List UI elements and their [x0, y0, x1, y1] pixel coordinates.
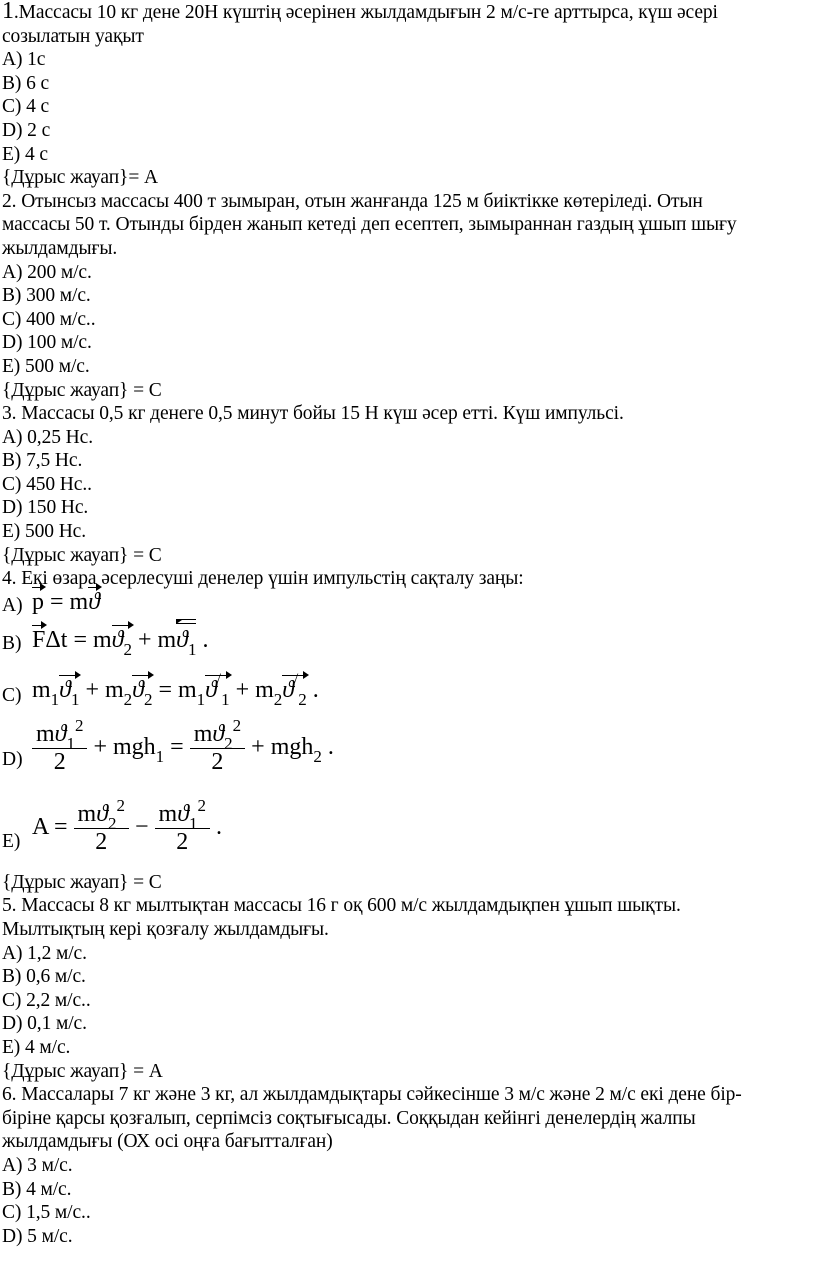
q5-option-e: Е) 4 м/с.	[2, 1037, 71, 1058]
question-2-line-3: жылдамдығы.	[2, 237, 118, 259]
q1-option-e: Е) 4 с	[2, 143, 48, 165]
question-6-line-2: біріне қарсы қозғалып, серпімсіз соқтығысады. Соққыдан кейінгі денелердің жалпы	[2, 1107, 696, 1129]
q4-option-b-label: В)	[2, 632, 22, 654]
q4-option-c-label: С)	[2, 684, 22, 706]
question-6-line-3: жылдамдығы (ОХ осі оңға бағытталған)	[2, 1131, 333, 1153]
q4-option-a-label: А)	[2, 594, 23, 616]
formula-work: A = $\frac{mϑ_2^2}{2}$ − $\frac{mϑ_1^2}{2}$ .	[32, 795, 222, 855]
q3-option-e: Е) 500 Нс.	[2, 521, 87, 543]
question-1-line-1	[2, 0, 812, 25]
q5-option-a: А) 1,2 м/с.	[2, 942, 87, 964]
question-5-line-1: 5. Массасы 8 кг мылтықтан массасы 16 г оқ 600 м/с жылдамдықпен ұшып шықты.	[2, 895, 681, 917]
question-2-line-2: массасы 50 т. Отынды бірден жанып кетеді деп есептеп, зымыраннан газдың ұшып шығу	[2, 214, 737, 236]
q4-option-c	[2, 667, 812, 721]
q2-option-b: В) 300 м/с.	[2, 285, 91, 307]
question-4-line-1: 4. Екі өзара әсерлесуші денелер үшін импульстің сақталу заңы:	[2, 568, 524, 590]
q2-option-e: Е) 500 м/с.	[2, 355, 90, 377]
q4-option-b	[2, 623, 812, 667]
q1-option-a: А) 1с	[2, 49, 46, 71]
question-6-line-1: 6. Массалары 7 кг және 3 кг, ал жылдамдықтары сәйкесінше 3 м/с және 2 м/с екі дене бір-	[2, 1084, 742, 1106]
q6-option-a: А) 3 м/с.	[2, 1154, 73, 1176]
q5-option-c: С) 2,2 м/с..	[2, 989, 91, 1011]
formula-conservation: $m_1ϑ_1 + m_2ϑ_2 = m_1ϑ^/_1 + m_2ϑ^/_2$ .	[32, 670, 319, 709]
q4-option-d	[2, 715, 812, 795]
q3-option-d: D) 150 Нс.	[2, 497, 89, 519]
q4-answer: {Дұрыс жауап} = С	[2, 871, 162, 893]
formula-energy: $\frac{mϑ_1^2}{2}$ + mgh$_1$ = $\frac{mϑ_2^2}{2}$ + mgh$_2$ .	[32, 721, 334, 776]
q3-option-a: А) 0,25 Нс.	[2, 426, 93, 448]
q5-answer: {Дұрыс жауап} = А	[2, 1060, 163, 1082]
q6-option-b: В) 4 м/с.	[2, 1178, 72, 1200]
q1-option-c: С) 4 с	[2, 96, 50, 118]
q4-option-a	[2, 588, 812, 623]
question-1-text: .Массасы 10 кг дене 20Н күштің әсерінен жылдамдығын 2 м/с-ге арттырса, күш әсері	[13, 2, 718, 23]
q4-option-d-label: D)	[2, 748, 23, 770]
q2-option-c: С) 400 м/с..	[2, 308, 96, 330]
document	[2, 0, 812, 1248]
q2-option-d: D) 100 м/с.	[2, 332, 92, 354]
question-2-line-1: 2. Отынсыз массасы 400 т зымыран, отын жанғанда 125 м биіктікке көтеріледі. Отын	[2, 190, 703, 212]
formula-impulse: $F\Delta t = mϑ_2 + mϑ_1$ .	[32, 626, 209, 659]
question-5-line-2: Мылтықтың кері қозғалу жылдамдығы.	[2, 919, 329, 941]
formula-momentum: p = mϑ	[32, 588, 100, 615]
q2-answer: {Дұрыс жауап} = С	[2, 379, 162, 401]
question-1-number: 1	[2, 0, 14, 24]
q2-option-a: А) 200 м/с.	[2, 261, 92, 283]
q4-option-e	[2, 795, 812, 871]
q4-option-e-label: Е)	[2, 830, 21, 852]
q6-option-c: С) 1,5 м/с..	[2, 1202, 91, 1224]
q5-option-d: D) 0,1 м/с.	[2, 1013, 87, 1035]
q1-option-d: D) 2 с	[2, 119, 51, 141]
q3-option-c: С) 450 Нс..	[2, 473, 92, 495]
question-3-line-1: 3. Массасы 0,5 кг денеге 0,5 минут бойы 15 Н күш әсер етті. Күш импульсі.	[2, 403, 624, 425]
q1-answer: {Дұрыс жауап}= А	[2, 167, 158, 189]
q3-answer: {Дұрыс жауап} = С	[2, 544, 162, 566]
question-1-line-2: созылатын уақыт	[2, 25, 144, 47]
q1-option-b: В) 6 с	[2, 72, 50, 94]
q6-option-d: D) 5 м/с.	[2, 1225, 73, 1247]
q5-option-b: В) 0,6 м/с.	[2, 966, 86, 988]
q3-option-b: В) 7,5 Нс.	[2, 450, 83, 472]
